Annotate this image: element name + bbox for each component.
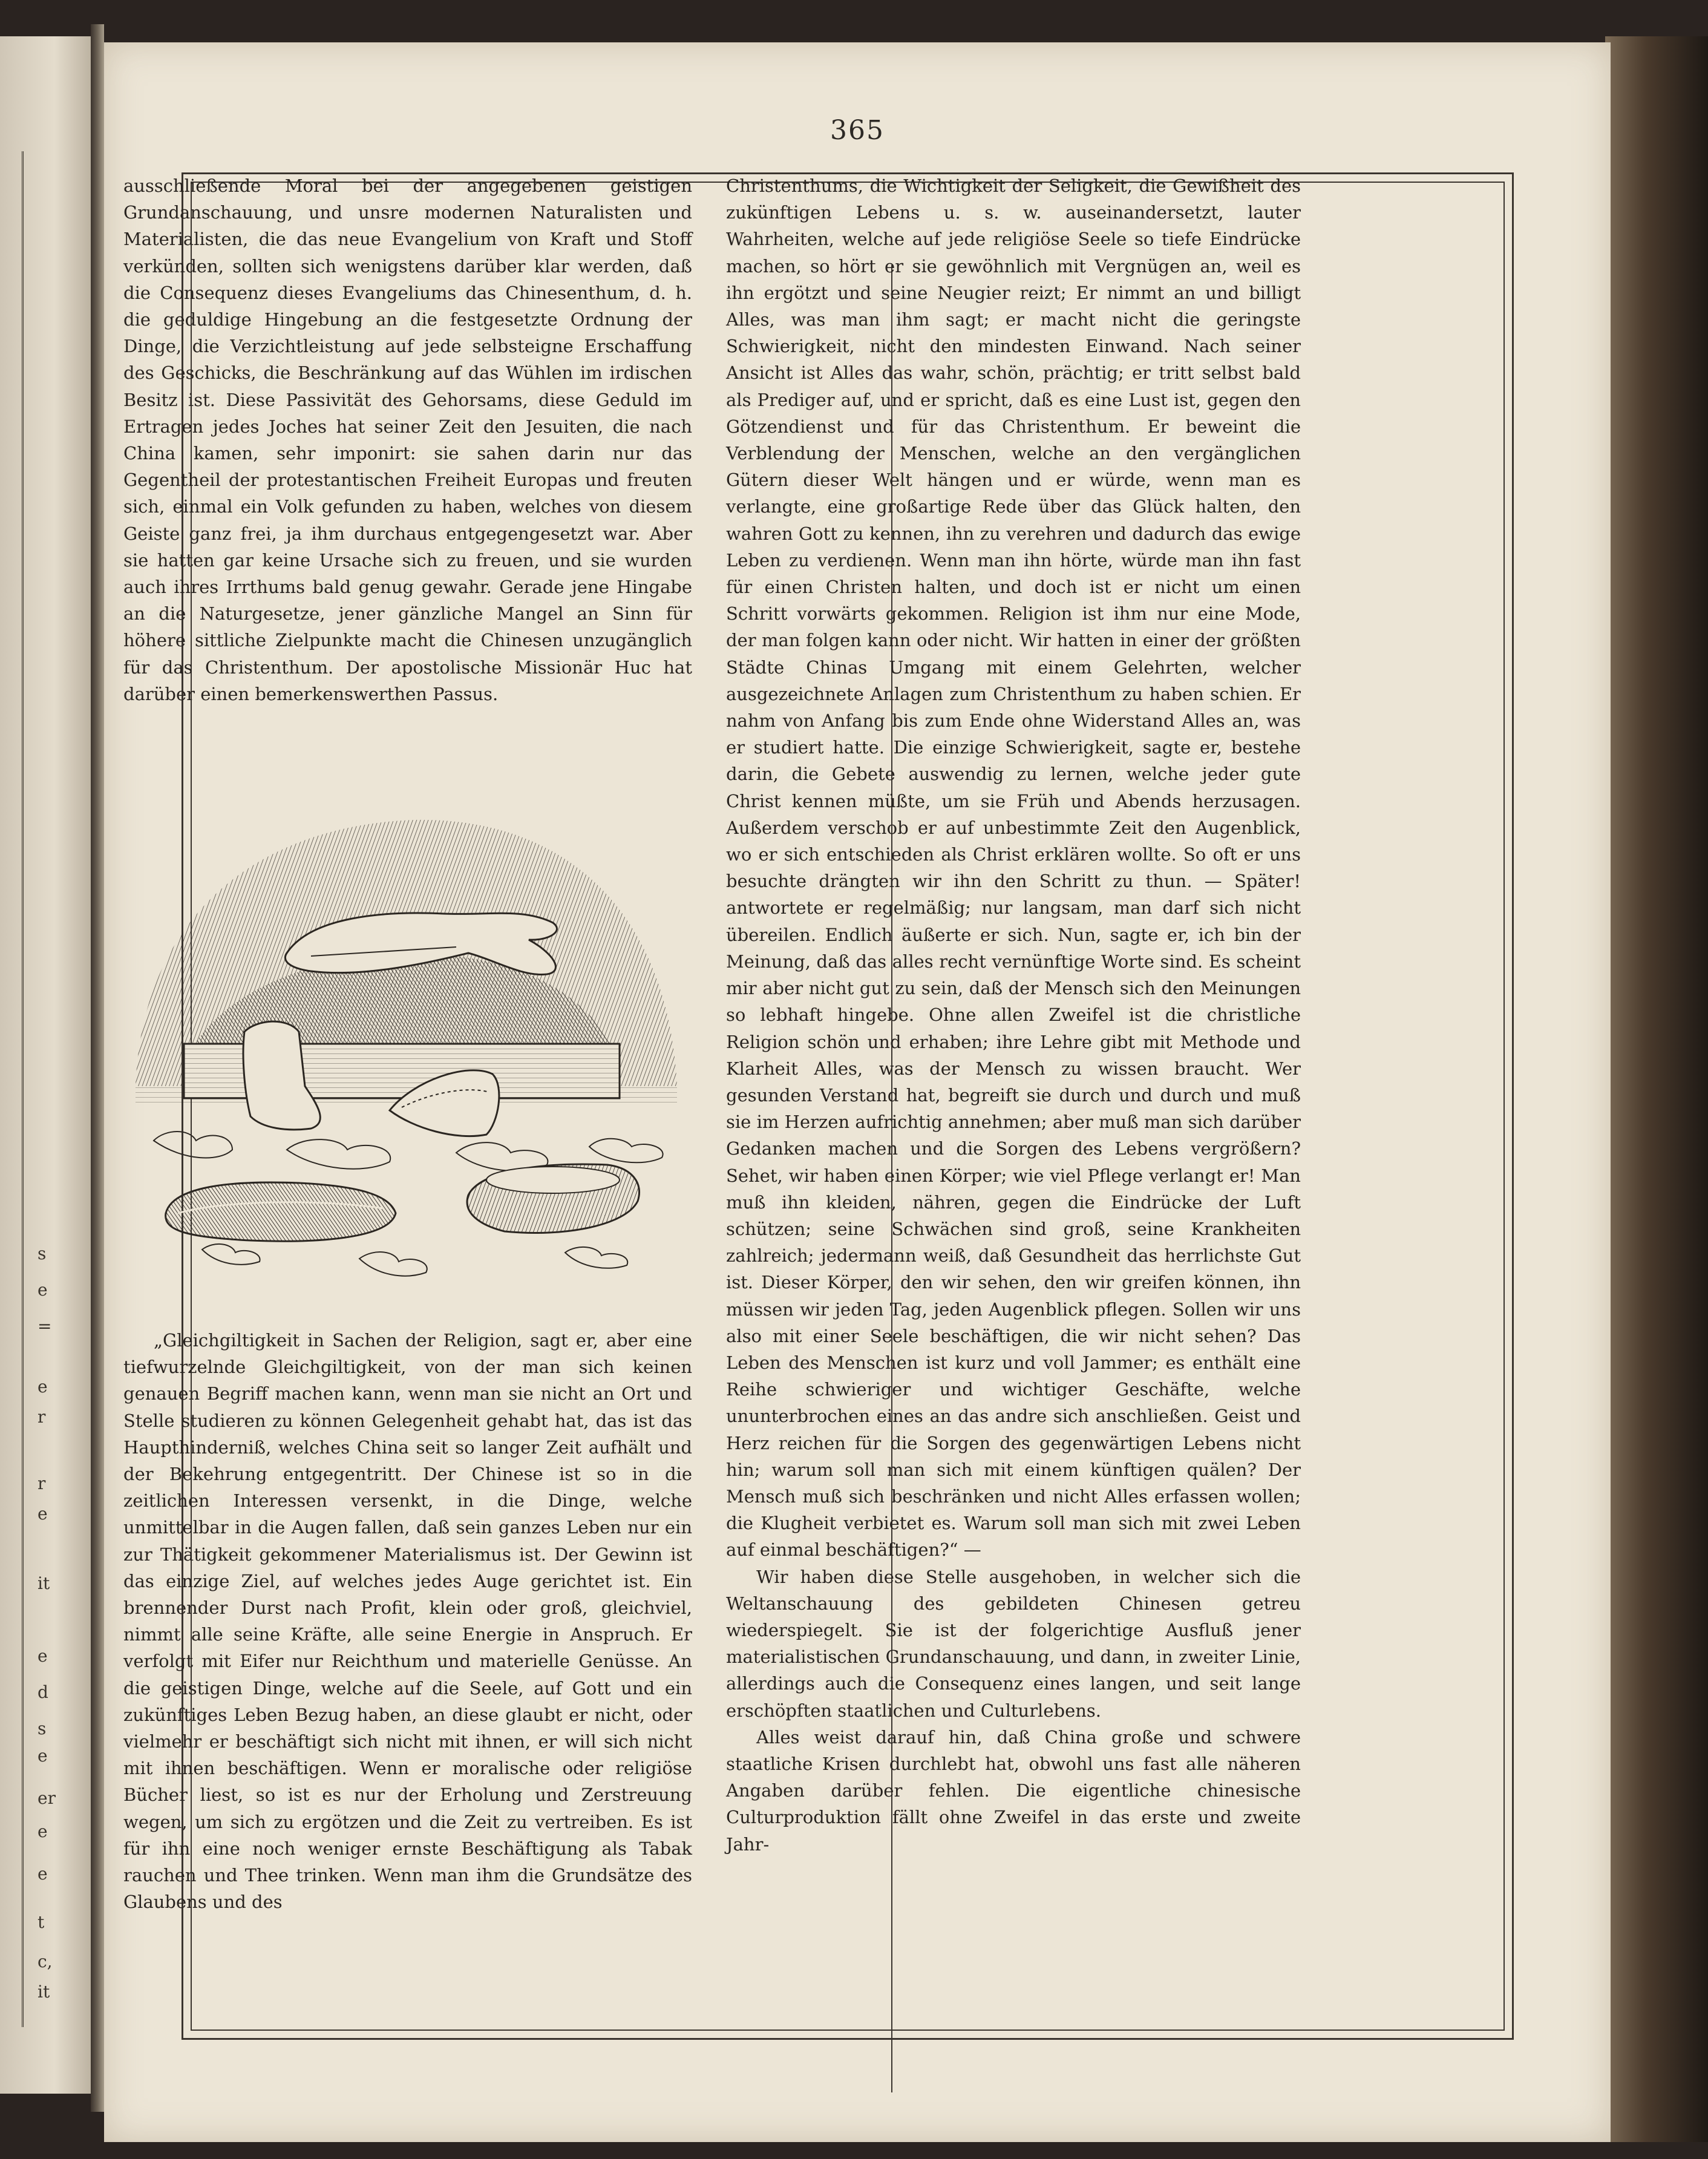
engraving-illustration (129, 802, 686, 1286)
margin-fragment: r (38, 1473, 46, 1493)
left-column-bottom-text (123, 1327, 692, 1915)
margin-fragment: c, (38, 1951, 53, 1971)
page-number: 365 (830, 115, 885, 146)
paragraph: ausschließende Moral bei der angegebenen geistigen Grundanschauung, und unsre modernen Naturalisten und Materialisten, die das neue Evangelium von Kraft und Stoff verkünden, sollten sich wenigstens darüber klar werden, daß die Consequenz dieses Evangeliums das Chinesenthum, d. h. die geduldige Hingebung an die festgesetzte Ordnung der Dinge, die Verzichtleistung auf jede selbsteigne Erschaffung des Geschicks, die Beschränkung auf das Wühlen im irdischen Besitz ist. Diese Passivität des Gehorsams, diese Geduld im Ertragen jedes Joches hat seiner Zeit den Jesuiten, die nach China kamen, sehr imponirt: sie sahen darin nur das Gegentheil der protestantischen Freiheit Europas und freuten sich, einmal ein Volk gefunden zu haben, welches von diesem Geiste ganz frei, ja ihm durchaus entgegengesetzt war. Aber sie hatten gar keine Ursache sich zu freuen, und sie wurden auch ihres Irrthums bald genug gewahr. Gerade jene Hingabe an die Naturgesetze, jener gänzliche Mangel an Sinn für höhere sittliche Zielpunkte macht die Chinesen unzugänglich für das Christenthum. Der apostolische Missionär Huc hat darüber einen bemerkenswerthen Passus. (123, 175, 692, 704)
left-clog (166, 1182, 396, 1241)
paragraph: „Gleichgiltigkeit in Sachen der Religion, sagt er, aber eine tiefwurzelnde Gleichgiltigkeit, von der man sich keinen genauen Begriff machen kann, wenn man sie nicht an Ort und Stelle studieren zu können Gelegenheit gehabt hat, das ist das Haupthinderniß, welches China seit so langer Zeit aufhält und der Bekehrung entgegentritt. Der Chinese ist so in die zeitlichen Interessen versenkt, in die Dinge, welche unmittelbar in die Augen fallen, daß sein ganzes Leben nur ein zur Thätigkeit gekommener Materialismus ist. Der Gewinn ist das einzige Ziel, auf welches jedes Auge gerichtet ist. Ein brennender Durst nach Profit, klein oder groß, gleichviel, nimmt alle seine Kräfte, alle seine Energie in Anspruch. Er verfolgt mit Eifer nur Reichthum und materielle Genüsse. An die geistigen Dinge, welche auf die Seele, auf Gott und ein zukünftiges Leben Bezug haben, an diese glaubt er nicht, oder vielmehr er beschäftigt sich nicht mit ihnen, er will sich nicht mit ihnen beschäftigen. Wenn er moralische oder religiöse Bücher liest, so ist es nur der Erholung und Zerstreuung wegen, um sich zu ergötzen und die Zeit zu vertreiben. Es ist für ihn eine noch weniger ernste Beschäftigung als Tabak rauchen und Thee trinken. Wenn man ihm die Grundsätze des Glaubens und des (123, 1330, 692, 1913)
margin-fragment: s (38, 1243, 47, 1263)
margin-fragment: e (38, 1504, 48, 1524)
right-column-text (726, 172, 1301, 1858)
paragraph: Alles weist darauf hin, daß China große und schwere staatliche Krisen durchlebt hat, obwohl uns fast alle näheren Angaben darüber fehlen. Die eigentliche chinesische Culturproduktion fällt ohne Zweifel in das erste und zweite Jahr- (726, 1726, 1301, 1855)
margin-fragment: s (38, 1718, 47, 1738)
book-gutter (91, 24, 104, 2112)
book-spine (1605, 36, 1708, 2142)
paragraph: Wir haben diese Stelle ausgehoben, in welcher sich die Weltanschauung des gebildeten Chinesen getreu wiederspiegelt. Sie ist der folgerichtige Ausfluß jener materialistischen Grundanschauung, und dann, in zweiter Linie, allerdings auch die Consequenz eines langen, und seit lange erschöpften staatlichen und Culturlebens. (726, 1566, 1301, 1721)
margin-fragment: = (38, 1316, 52, 1336)
margin-fragment: e (38, 1864, 48, 1884)
margin-fragment: e (38, 1821, 48, 1841)
margin-fragment: it (38, 1982, 50, 2002)
left-column-top-text (123, 172, 692, 707)
margin-fragment: e (38, 1646, 48, 1666)
margin-fragment: r (38, 1407, 46, 1427)
margin-fragment: it (38, 1573, 50, 1593)
previous-page-edge (0, 36, 92, 2094)
margin-fragment: e (38, 1746, 48, 1766)
margin-fragment: t (38, 1912, 45, 1932)
margin-fragment: e (38, 1377, 48, 1397)
margin-fragment: d (38, 1682, 48, 1702)
previous-page-rule (0, 151, 24, 2027)
margin-fragment: e (38, 1280, 48, 1300)
margin-fragment: er (38, 1788, 56, 1808)
paragraph: Christenthums, die Wichtigkeit der Seligkeit, die Gewißheit des zukünftigen Lebens u. s. w. auseinandersetzt, lauter Wahrheiten, welche auf jede religiöse Seele so tiefe Eindrücke machen, so hört er sie gewöhnlich mit Vergnügen an, weil es ihn ergötzt und seine Neugier reizt; Er nimmt an und billigt Alles, was man ihm sagt; er macht nicht die geringste Schwierigkeit, nicht den mindesten Einwand. Nach seiner Ansicht ist Alles das wahr, schön, prächtig; er tritt selbst bald als Prediger auf, und er spricht, daß es eine Lust ist, gegen den Götzendienst und für das Christenthum. Er beweint die Verblendung der Menschen, welche an den vergänglichen Gütern dieser Welt hängen und er würde, wenn man es verlangte, eine großartige Rede über das Glück halten, den wahren Gott zu kennen, ihn zu verehren und dadurch das ewige Leben zu verdienen. Wenn man ihn hörte, würde man ihn fast für einen Christen halten, und doch ist er nicht um einen Schritt vorwärts gekommen. Religion ist ihm nur eine Mode, der man folgen kann oder nicht. Wir hatten in einer der größten Städte Chinas Umgang mit einem Gelehrten, welcher ausgezeichnete Anlagen zum Christenthum zu haben schien. Er nahm von Anfang bis zum Ende ohne Widerstand Alles an, was er studiert hatte. Die einzige Schwierigkeit, sagte er, bestehe darin, die Gebete auswendig zu lernen, welche jeder gute Christ kennen müßte, um sie Früh und Abends herzusagen. Außerdem verschob er auf unbestimmte Zeit den Augenblick, wo er sich entschieden als Christ erklären wollte. So oft er uns besuchte drängten wir ihn den Schritt zu thun. — Später! antwortete er regelmäßig; nur langsam, man darf sich nicht übereilen. Endlich äußerte er sich. Nun, sagte er, ich bin der Meinung, daß das alles recht vernünftige Worte sind. Es scheint mir aber nicht gut zu sein, daß der Mensch sich den Meinungen so lebhaft hingebe. Ohne allen Zweifel ist die christliche Religion schön und erhaben; ihre Lehre gibt mit Methode und Klarheit Alles, was der Mensch zu wissen braucht. Wer gesunden Verstand hat, begreift sie durch und durch und muß sie im Herzen aufrichtig annehmen; aber muß man sich darüber Gedanken machen und die Sorgen des Lebens vergrößern? Sehet, wir haben einen Körper; wie viel Pflege verlangt er! Man muß ihn kleiden, nähren, gegen die Eindrücke der Luft schützen; seine Schwächen sind groß, seine Krankheiten zahlreich; jedermann weiß, daß Gesundheit das herrlichste Gut ist. Dieser Körper, den wir sehen, den wir greifen können, ihn müssen wir jeden Tag, jeden Augenblick pflegen. Sollen wir uns also mit einer Seele beschäftigen, die wir nicht sehen? Das Leben des Menschen ist kurz und voll Jammer; es enthält eine Reihe schwieriger und wichtiger Geschäfte, welche ununterbrochen eines an das andre sich anschließen. Geist und Herz reichen für die Sorgen des gegenwärtigen Lebens nicht hin; warum soll man sich mit einem künftigen quälen? Der Mensch muß sich beschränken und nicht Alles erfassen wollen; die Klugheit verbietet es. Warum soll man sich mit zwei Leben auf einmal beschäftigen?“ — (726, 175, 1301, 1561)
